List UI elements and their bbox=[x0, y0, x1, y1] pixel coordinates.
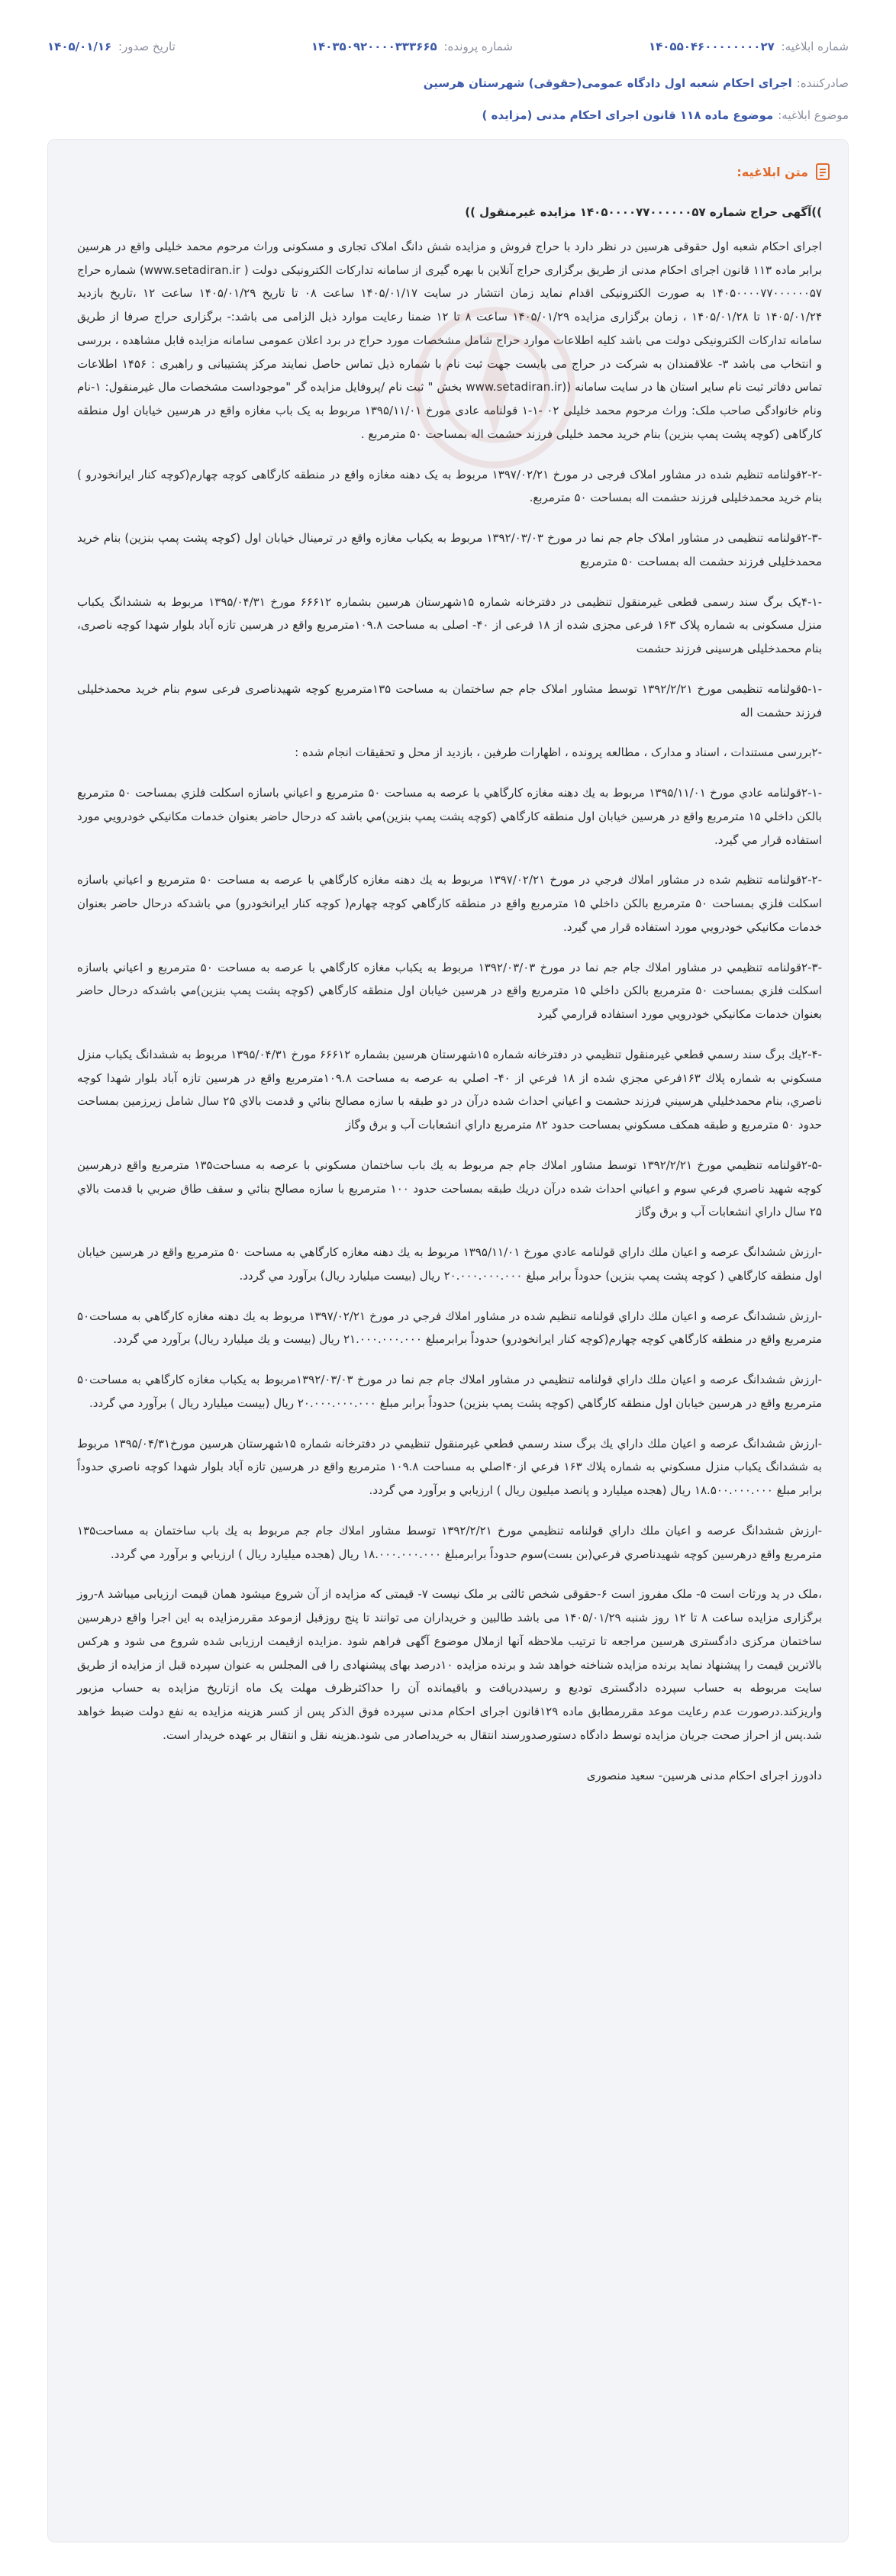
paragraph: -۲-۲قولنامه تنظیم شده در مشاور املاک فرجی در مورخ ۱۳۹۷/۰۲/۲۱ مربوط به یک دهنه مغازه واقع در منطقه کارگاهی کوچه چهارم(کوچه کنار ایرانخودرو ) بنام خرید محمدخلیلی فرزند حشمت اله بمساحت ۵۰ مترمربع. bbox=[77, 467, 822, 505]
paragraph: -ارزش ششدانگ عرصه و اعيان ملك داراي قولنامه عادي مورخ ۱۳۹۵/۱۱/۰۱ مربوط به يك دهنه مغازه كارگاهي به مساحت ۵۰ مترمربع واقع در هرسين خيابان اول منطقه كارگاهي ( كوچه پشت پمپ بنزين) حدوداً برابر مبلغ ۲۰.۰۰۰.۰۰۰.۰۰۰ ريال (بيست ميليارد ريال) برآورد مي گردد. bbox=[77, 1245, 822, 1283]
card-header bbox=[48, 140, 848, 187]
paragraph: -۲-۳قولنامه تنظیمی در مشاور املاک جام جم نما در مورخ ۱۳۹۲/۰۳/۰۳ مربوط به یکباب مغازه واقع در ترمینال خیابان اول (کوچه پشت پمپ بنزین) بنام خرید محمدخلیلی فرزند حشمت اله بمساحت ۵۰ مترمربع bbox=[77, 531, 822, 568]
paragraph: -۲-۳قولنامه تنظيمي در مشاور املاك جام جم نما در مورخ ۱۳۹۲/۰۳/۰۳ مربوط به يكباب مغازه كارگاهي با عرصه به مساحت ۵۰ مترمربع و اعياني باسازه اسكلت فلزي بمساحت ۵۰ مترمربع بالكن داخلي ۱۵ مترمربع واقع در هرسين خيابان اول منطقه كارگاهي (كوچه پشت پمپ بنزين)مي باشدكه درحال حاضر بعنوان خدمات مكانيكي خودرويي مورد استفاده قرارمي گيرد bbox=[77, 960, 822, 1021]
paragraph: -۲-۴يك برگ سند رسمي قطعي غيرمنقول تنظيمي در دفترخانه شماره ۱۵شهرستان هرسين بشماره ۶۶۶۱۲ مورخ ۱۳۹۵/۰۴/۳۱ مربوط به ششدانگ يكباب منزل مسكوني به شماره پلاك ۱۶۳فرعي مجزي شده از ۱۸ فرعي از ۴۰- اصلي به عرصه به مساحت ۱۰۹.۸مترمربع واقع در هرسين تازه آباد بلوار شهدا كوچه ناصري، بنام محمدخليلي هرسيني فرزند حشمت و اعياني احداث شده درآن در دو طبقه با سازه مصالح بنائي و قدمت بالاي ۲۵ سال شامل زيرزمين بمساحت حدود ۵۰ مترمربع و طبقه همكف مسكوني بمساحت حدود ۸۲ مترمربع داراي انشعابات آب و برق وگاز bbox=[77, 1047, 822, 1132]
subject: موضوع ابلاغیه: موضوع ماده ۱۱۸ قانون اجرای احکام مدنی (مزایده ) bbox=[482, 108, 849, 122]
paragraph: اجرای احکام شعبه اول حقوقی هرسین در نظر دارد با حراج فروش و مزایده شش دانگ املاک تجاری و مسکونی وراث مرحوم محمد خلیلی واقع در هرسین برابر ماده ۱۱۳ قانون اجرای احکام مدنی از طریق برگزاری حراج آنلاین با بهره گیری از سامانه تدارکات الکترونیکی دولت ( www.setadiran.ir) شماره حراج ۱۴۰۵۰۰۰۰۷۷۰۰۰۰۰۰۵۷ به صورت الکترونیکی اقدام نماید زمان انتشار در سایت ۱۴۰۵/۰۱/۱۷ ساعت ۰۸ تا تاریخ ۱۴۰۵/۰۱/۲۹ ساعت ۱۲ ،تاریخ بازدید ۱۴۰۵/۰۱/۲۴ تا ۱۴۰۵/۰۱/۲۸ ، زمان برگزاری مزایده ۱۴۰۵/۰۱/۲۹ ساعت ۸ تا ۱۲ ضمنا رعایت موارد ذیل الزامی می باشد:- برگزاری حراج صرفا از طریق سامانه تدارکات الکترونیکی دولت می باشد کلیه اطلاعات موارد حراج شامل مشخصات مورد حراج در برد اعلان عمومی سامانه مزایده قابل مشاهده ، بررسی و انتخاب می باشد ۳- علاقمندان به شرکت در حراج می بایست جهت ثبت نام با شماره ذیل تماس حاصل نمایند مرکز پشتیبانی و راهبری : ۱۴۵۶ اطلاعات تماس دفاتر ثبت نام سایر استان ها در سایت سامانه ((www.setadiran.ir بخش " ثبت نام /پروفایل مزایده گر "موجوداست مشخصات مال غیرمنقول: ۱-نام ونام خانوادگی صاحب ملک: وراث مرحوم محمد خلیلی ۰۲ -۱-۱ قولنامه عادی مورخ ۱۳۹۵/۱۱/۰۱ مربوط به یک باب مغازه واقع در هرسین خیابان اول منطقه کارگاهی (کوچه پشت پمپ بنزین) بنام خرید محمد خلیلی فرزند حشمت اله بمساحت ۵۰ مترمربع . bbox=[77, 239, 823, 441]
signature: دادورز اجرای احکام مدنی هرسین- سعید منصوری bbox=[586, 1768, 822, 1782]
paragraph: -۲بررسی مستندات ، اسناد و مدارک ، مطالعه پرونده ، اظهارات طرفین ، بازدید از محل و تحقیقات انجام شده : bbox=[295, 745, 822, 760]
paragraph: -ارزش ششدانگ عرصه و اعيان ملك داراي يك برگ سند رسمي قطعي غيرمنقول تنظيمي در دفترخانه شماره ۱۵شهرستان هرسين مورخ۱۳۹۵/۰۴/۳۱ مربوط به ششدانگ يكباب منزل مسكوني به شماره پلاك ۱۶۳ فرعي از۴۰اصلي به مساحت ۱۰۹.۸ مترمربع واقع در هرسين تازه آباد بلوار شهدا كوچه ناصري حدوداً برابر مبلغ ۱۸.۵۰۰.۰۰۰.۰۰۰ ريال (هجده ميليارد و پانصد ميليون ريال ) ارزيابي و برآورد مي گردد. bbox=[77, 1436, 822, 1497]
emblem-watermark-icon bbox=[407, 300, 582, 475]
paragraph: -۲-۲قولنامه تنظيم شده در مشاور املاك فرجي در مورخ ۱۳۹۷/۰۲/۲۱ مربوط به يك دهنه مغازه كارگاهي با عرصه به مساحت ۵۰ مترمربع و اعياني باسازه اسكلت فلزي بمساحت ۵۰ مترمربع بالكن داخلي ۱۵ مترمربع واقع در منطقه كارگاهي كوچه چهارم( كوچه كنار ايرانخودرو) مي باشدكه درحال حاضر بعنوان خدمات مكانيكي خودرويي مورد استفاده قرار مي گيرد. bbox=[77, 873, 822, 934]
paragraph: -۲-۱قولنامه عادي مورخ ۱۳۹۵/۱۱/۰۱ مربوط به يك دهنه مغازه كارگاهي با عرصه به مساحت ۵۰ مترمربع و اعياني باسازه اسكلت فلزي بمساحت ۵۰ مترمربع بالكن داخلي ۱۵ مترمربع واقع در هرسين خيابان اول منطقه كارگاهي (كوچه پشت پمپ بنزين)مي باشد كه درحال حاضر بعنوان خدمات مكانيكي خودرويي مورد استفاده قرار مي گيرد. bbox=[77, 786, 822, 847]
meta-row bbox=[47, 35, 849, 58]
card-title: متن ابلاغیه: bbox=[736, 164, 808, 179]
paragraph: -ارزش ششدانگ عرصه و اعيان ملك داراي قولنامه تنظيمي مورخ ۱۳۹۲/۲/۲۱ توسط مشاور املاك جام جم مربوط به يك باب ساختمان به مساحت۱۳۵ مترمربع واقع درهرسين كوچه شهيدناصري فرعي(بن بست)سوم حدوداً برابرمبلغ ۱۸.۰۰۰.۰۰۰.۰۰۰ ريال (هجده ميليارد ريال ) ارزيابي و برآورد مي گردد. bbox=[77, 1523, 822, 1561]
paragraph: -۴-۱یک برگ سند رسمی قطعی غیرمنقول تنظیمی در دفترخانه شماره ۱۵شهرستان هرسین بشماره ۶۶۶۱۲ مورخ ۱۳۹۵/۰۴/۳۱ مربوط به ششدانگ یکباب منزل مسکونی به شماره پلاک ۱۶۳ فرعی مجزی شده از ۱۸ فرعی از ۴۰- اصلی به مساحت ۱۰۹.۸مترمربع واقع در هرسین تازه آباد بلوار شهدا کوچه ناصری، بنام محمدخلیلی هرسینی فرزند حشمت bbox=[77, 594, 823, 655]
paragraph: -۵-۱قولنامه تنظیمی مورخ ۱۳۹۲/۲/۲۱ توسط مشاور املاک جام جم ساختمان به مساحت ۱۳۵مترمربع کوچه شهیدناصری فرعی سوم بنام خرید محمدخلیلی فرزند حشمت اله bbox=[77, 681, 822, 720]
paragraph: -ارزش ششدانگ عرصه و اعيان ملك داراي قولنامه تنظيمي در مشاور املاك جام جم نما در مورخ ۱۳۹۲/۰۳/۰۳مربوط به يكباب مغازه كارگاهي به مساحت۵۰ مترمربع واقع در هرسين خيابان اول منطقه كارگاهي (كوچه پشت پمپ بنزين) حدوداً برابر مبلغ ۲۰.۰۰۰.۰۰۰.۰۰۰ ريال (بيست ميليارد ريال ) برآورد مي گردد. bbox=[77, 1373, 822, 1410]
case-number: شماره پرونده: ۱۴۰۳۵۰۹۲۰۰۰۰۳۳۳۶۶۵ bbox=[311, 40, 513, 53]
issuer: صادرکننده: اجرای احکام شعبه اول دادگاه عمومی(حقوقی) شهرستان هرسین bbox=[423, 76, 849, 90]
document-icon bbox=[814, 163, 831, 181]
notice-header bbox=[0, 0, 896, 130]
paragraph: ،ملک در ید ورثات است ۵- ملک مفروز است ۶-حقوقی شخص ثالثی بر ملک نیست ۷- قیمتی که مزایده از آن شروع میشود همان قیمت ارزیابی میباشد ۸-روز برگزاری مزایده ساعت ۸ تا ۱۲ روز شنبه ۱۴۰۵/۰۱/۲۹ می باشد طالبین و خریداران می توانند تا پنج روزقبل ازموعد مقررمزایده به این اجرا واقع درهرسین ساختمان مرکزی دادگستری هرسین مراجعه تا ترتیب ملاحظه آنها ازملال موضوع آگهی فراهم شود .مزایده ازقیمت ارزیابی شده شروع می شود و هرکس بالاترین قیمت را پیشنهاد نماید برنده مزایده شناخته خواهد شد و برنده مزایده ۱۰درصد بهای پیشنهادی را فی المجلس به عنوان سپرده قبل از مزایده از طریق سایت مربوطه به حساب سپرده دادگستری تودیع و رسیددریافت و باقیمانده آن را حداکثرظرف مهلت یک ماه ازتاریخ مزایده به حساب مزبور واریزکند.درصورت عدم رعایت موعد مقررمطابق ماده ۱۲۹قانون اجرای احکام مدنی سپرده فوق الذکر پس از کسر هزینه مزایده به نفع دولت ضبط خواهد شد.پس از احراز صحت جریان مزایده توسط دادگاه دستورصدورسند انتقال به خریداصادر می شود.هزینه نقل و انتقال بر عهده خریدار است. bbox=[77, 1587, 823, 1742]
paragraph: -ارزش ششدانگ عرصه و اعيان ملك داراي قولنامه تنظيم شده در مشاور املاك فرجي در مورخ ۱۳۹۷/۰۲/۲۱ مربوط به يك دهنه مغازه كارگاهي به مساحت۵۰ مترمربع واقع در منطقه كارگاهي كوچه چهارم(كوچه كنار ايرانخودرو) حدوداً برابرمبلغ ۲۱.۰۰۰.۰۰۰.۰۰۰ ريال (بيست و يك ميليارد ريال) برآورد مي گردد. bbox=[77, 1309, 822, 1347]
auction-title: ))آگهی حراج شماره ۱۴۰۵۰۰۰۰۷۷۰۰۰۰۰۰۵۷ مزایده غیرمنقول )) bbox=[465, 205, 822, 219]
notice-card bbox=[47, 139, 849, 2542]
notice-number: شماره ابلاغیه: ۱۴۰۵۵۰۴۶۰۰۰۰۰۰۰۰۲۷ bbox=[648, 40, 849, 53]
issue-date: تاریخ صدور: ۱۴۰۵/۰۱/۱۶ bbox=[47, 40, 176, 53]
paragraph: -۲-۵قولنامه تنظيمي مورخ ۱۳۹۲/۲/۲۱ توسط مشاور املاك جام جم مربوط به يك باب ساختمان مسكوني با عرصه به مساحت۱۳۵ مترمربع واقع درهرسين كوچه شهيد ناصري فرعي سوم و اعياني احداث شده درآن دريك طبقه بمساحت حدود ۱۰۰ مترمربع با سازه مصالح بنائي و سقف طاق ضربي با قدمت بالاي ۲۵ سال داراي انشعابات آب و برق وگاز bbox=[77, 1158, 822, 1219]
